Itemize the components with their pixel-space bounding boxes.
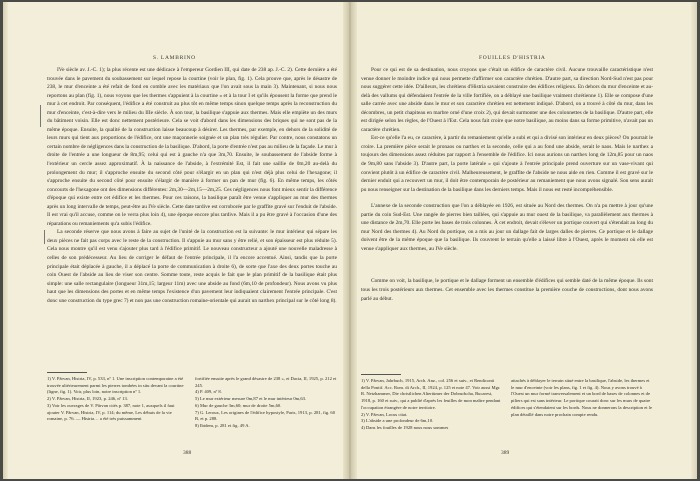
paragraph: Pour ce qui est de sa destination, nous croyons que c'était un édifice de caractère civil. Aucune trouvaille caractéristique n'est venue donner le moindre indice qui nous permette d'affirmer son caractère chrétien. D'autre part, sa direction Nord-Sud n'est pas pour nous suggérer cette idée. D'ailleurs, les chrétiens d'Histria savaient construire des édifices religieux. En dehors du mur d'enceinte et au-delà des vallums qui défendaient l'entrée de la ville fortifiée, on a déblayé une basilique vraiment chrétienne 1). Elle se compose d'une salle carrée avec une abside dans le mur et son caractère chrétien est nettement indiqué. D'abord, on a trouvé à côté du mur, dans les décombres, un petit chapiteau en marbre orné d'une croix 2), qui devait surmonter une des colonnettes de la basilique. D'autre part, elle est dirigée selon les règles, de l'Ouest à l'Est. Cela nous fait croire que notre basilique, au moins dans sa forme primitive, n'avait pas un caractère chrétien. bbox=[361, 67, 653, 133]
book-gutter bbox=[343, 2, 357, 479]
left-page bbox=[3, 2, 349, 479]
book-spread bbox=[3, 2, 697, 479]
pencil-mark bbox=[44, 230, 45, 244]
page-number-left: 388 bbox=[183, 450, 192, 456]
paragraph: L'annexe de la seconde construction que l'on a déblayée en 1926, est située au Nord des thermes. On n'a pu mettre à jour qu'une partie du coin Sud-Est. Une rangée de pierres bien taillées, qui s'appuie au mur ouest de la basilique, va parallèlement aux thermes à une distance de 2m,70. Elle porte les bases de trois colonnes. À cet endroit, devait s'élever un portique couvert qui s'étendait au long du mur Nord des thermes 4). Au Nord du portique, on a mis au jour un dallage fait de larges dalles de pierres. Ce portique et le dallage doivent être de la même époque que la basilique. Ils couvrent le terrain qu'elle a laissé libre à l'Ouest, après le moment où elle est venue s'appliquer aux thermes, au IVe siècle. bbox=[361, 203, 653, 252]
footnote: 1) V. Pârvan, Jahrbuch, 1915, Arch. Anz., col. 256 et suiv., et Rendiconti della Pontif. Acc. Rom. di Arch., II, 1924, p. 125 et note 47. Voir aussi Mgr. R. Netzhammer, Die christlichen Altertümer der Dobrudscha, Bucarest, 1918, p. 160 et suiv., qui a publié d'après les feuilles de mon maître pendant l'occupation étrangère de notre territoire. bbox=[361, 378, 501, 410]
footnote-rule bbox=[47, 372, 87, 373]
footnotes-right-col bbox=[195, 376, 337, 430]
footnote: 4) Dans les fouilles de 1928 nous nous sommes bbox=[361, 424, 449, 430]
footnote: attachés à déblayer le terrain situé entre la basilique, l'abside, les thermes et le mur d'enceinte (voir les plans, fig. 1 et fig. 4). Nous y avons trouvé à l'Ouest un mur formé tranversalement et un bord de bases de colonnes et de piliers qui est sans intérieur. Le portique courait donc sur les murs de quatre édifices qui s'étendaient sur les bords. Nous ne donnerons la description et le plan détaillé dans notre prochain compte rendu. bbox=[511, 378, 653, 417]
footnotes-right-col bbox=[511, 378, 653, 418]
footnote: 5) Le mur extérieur mesure 0m,87 et le mur intérieur 0m,63. bbox=[195, 396, 307, 402]
footnote: 8) Ibidem, p. 281 et fig. 49 A. bbox=[195, 422, 250, 428]
page-number-right: 389 bbox=[501, 450, 510, 456]
footnote-rule bbox=[361, 374, 401, 375]
footnote: 3) Voir les ouvrages de V. Pârvan cités p. 387, note 1, auxquels il faut ajouter V. Pârvan, Histria, IV, p. 114; du même, Les débuts de la vie romaine, p. 76. — Histria… a été très puissamment bbox=[47, 402, 175, 422]
pencil-mark bbox=[40, 105, 41, 127]
right-body-text bbox=[361, 66, 653, 303]
footnote: 3) L'abside a une profondeur de 6m,10. bbox=[361, 418, 434, 424]
paragraph: Comme on voit, la basilique, le portique et le dallage forment un ensemble d'édifices qui semble daté de la même époque. Ils sont tous les trois postérieurs aux thermes. Cet ensemble avec les thermes constitue la première couche de constructions, dont nous avons parlé au début. bbox=[361, 278, 653, 302]
running-head-right: FOUILLES D'HISTRIA bbox=[479, 55, 546, 61]
footnote: 2) V. Pârvan, Histria, II, 1923, p. 246, nº 13. bbox=[47, 396, 128, 402]
paragraph: IVe siècle av. J.-C. 1); la plus récente est une dédicace à l'empereur Gordien III, qui date de 238 ap. J.-C. 2). Cette dernière a été trouvée dans le pavement du soubassement sur lequel repose la courtine (voir le plan, fig. 1). Cela prouve que, après le désastre de 238, le mur d'enceinte a été refait de fond en comble avec les matériaux que l'on avait sous la main 3). Maintenant, si nous nous reportons au plan (fig. 1), nous voyons que les thermes s'appuient à la courtine « et à la tour I et qu'ils épousent la forme que prend le mur à cet endroit. Par conséquent, l'édifice a été construit au plus tôt en même temps sinon quelque temps après la reconstruction du mur d'enceinte, c'est-à-dire vers le milieu du IIIe siècle. À son tour, la basilique s'appuie aux thermes. Mais elle empiète un des murs du bâtiment voisin. Elle est donc nettement postérieure. Cela se voit d'abord dans les dimensions des briques qui ne sont pas de la même époque. Ensuite, la qualité de la construction laisse beaucoup à désirer. Les thermes, par exemple, en dehors de la solidité de leurs murs qui tient aux proportions de l'édifice, ont une maçonnerie soignée et un plan très régulier. Par contre, nous constatons un certain nombre de négligences dans la construction de la basilique. D'abord, la porte d'entrée n'est pas au milieu de la façade. Le mur à droite de l'entrée a une longueur de 8m,95; celui qui est à gauche n'a que 3m,70. Ensuite, le soubassement de l'abside forme à l'extérieur un cercle assez approximatif. À la naissance de l'abside, à l'extrémité Est, il fait une saillie de 0m,20 au-delà du prolongement du mur; il s'approche ensuite du second côté pour s'élargir en un plan qui n'est déjà plus celui de l'hexagone; il s'approche ensuite du second côté pour ensuite s'élargir de manière à former un pan de mur (fig. 6). En même temps, les côtés concourts de l'hexagone ont des dimensions différentes: 2m,30—2m,15—2m,25. Ces négligences nous font mieux sentir la différence d'époque qui existe entre cet édifice et les thermes. Pour ces raisons, la basilique paraît être venue s'appliquer au mur des thermes après un long intervalle de temps, peut-être au IVe siècle. Cette date tardive est corroborée par le graffite gravé sur l'enduit de l'abside. Il est vrai qu'il accuse, comme on le verra plus loin 4), une époque encore plus tardive. Mais il a pu être gravé à l'occasion d'une des réparations ou remaniements qu'a subis l'édifice. bbox=[47, 67, 338, 227]
footnotes-left-col bbox=[47, 376, 187, 423]
footnote: 4) P. 409, nº 8. bbox=[195, 389, 222, 395]
footnote: 2) V. Pârvan, Locus citat. bbox=[361, 411, 408, 417]
running-head-left: S. LAMBRINO bbox=[153, 55, 196, 61]
right-page bbox=[351, 2, 697, 479]
footnote: 1) V. Pârvan, Histria, IV, p. 533, nº 1. Une inscription contemporaine a été trouvée ultérieurement parmi les pierres tombées in situ devant la courtine (ligne, fig. 1). Voir, plus loin, notre inscription nº 1. bbox=[47, 376, 184, 395]
footnote: fortifiée ensuite après le grand désastre de 238 », et Dacia, II, 1925, p. 212 et 245. bbox=[195, 376, 337, 388]
footnote: 6) Mur de gauche 3m,60; mur de droite 5m,60. bbox=[195, 402, 282, 408]
paragraph: Est-ce qu'elle l'a eu, ce caractère, à partir du remaniement qu'elle a subi et qui a divisé son intérieur en deux pièces? On pourrait le croire. La première pièce serait le pronaos ou narthex et la seconde, celle qui a au fond une abside, serait le naos. Mais le narthex a toujours des dimensions assez réduites par rapport à l'ensemble de l'édifice. Ici nous aurions un narthex long de 12m,85 pour un naos de 9m,80 sans l'abside 3). D'autre part, la porte latérale « qui s'ajoute à l'entrée principale prend ouverture sur un vase-vivant qui convient plutôt à un édifice de caractère civil. Malheureusement, le graffite de l'abside ne nous aide en rien. Comme il est gravé sur le dernier enduit qui a recouvert un mur, il doit être contemporain de postérieur au remaniement que nous avons signalé. Son sens aurait pu nous renseigner sur la destination de la basilique dans les derniers temps. Mais il nous est resté incompréhensible. bbox=[361, 135, 653, 193]
footnote: 7) G. Leroux, Les origines de l'édifice hypostyle, Paris, 1913, p. 281, fig. 60 B, et p. 288. bbox=[195, 409, 336, 422]
footnotes-left-col bbox=[361, 378, 501, 432]
paragraph: La seconde réserve que nous avons à faire au sujet de l'unité de la construction est la suivante: le mur intérieur qui sépare les deux pièces ne fait pas corps avec le reste de la construction. Il s'appuie au mur sans y être relié, et son épaisseur est plus réduite 5). Cela nous montre qu'il est venu s'ajouter plus tard à l'édifice primitif. Le nouveau constructeur a ajouté une nouvelle maladresse à celles de son prédécesseur. Au lieu de corriger le défaut de l'entrée principale, il l'a encore accentué. Ainsi, tandis que la porte principale était déplacée à gauche, il a déplacé la porte de communication à droite 6), de sorte que l'axe des deux portes touche au coin Ouest de l'abside au lieu de viser son centre. Somme toute, reste acquis le fait que le plan primitif de la basilique était plus simple: une salle rectangulaire (longueur 31m,15; largeur 11m) avec une abside au fond (6m,10 de profondeur). Nous avons vu plus haut que les dimensions des portes et en même temps l'existence d'un pavement leur indiquaient clairement l'entrée principale. C'est donc une construction du type grec 7) et non pas une construction romaine-orientale qui aurait un narthex principal sur le côté long 8). bbox=[47, 229, 337, 304]
left-body-text bbox=[47, 66, 337, 305]
page-edge bbox=[691, 2, 697, 479]
page-edge bbox=[3, 2, 8, 479]
